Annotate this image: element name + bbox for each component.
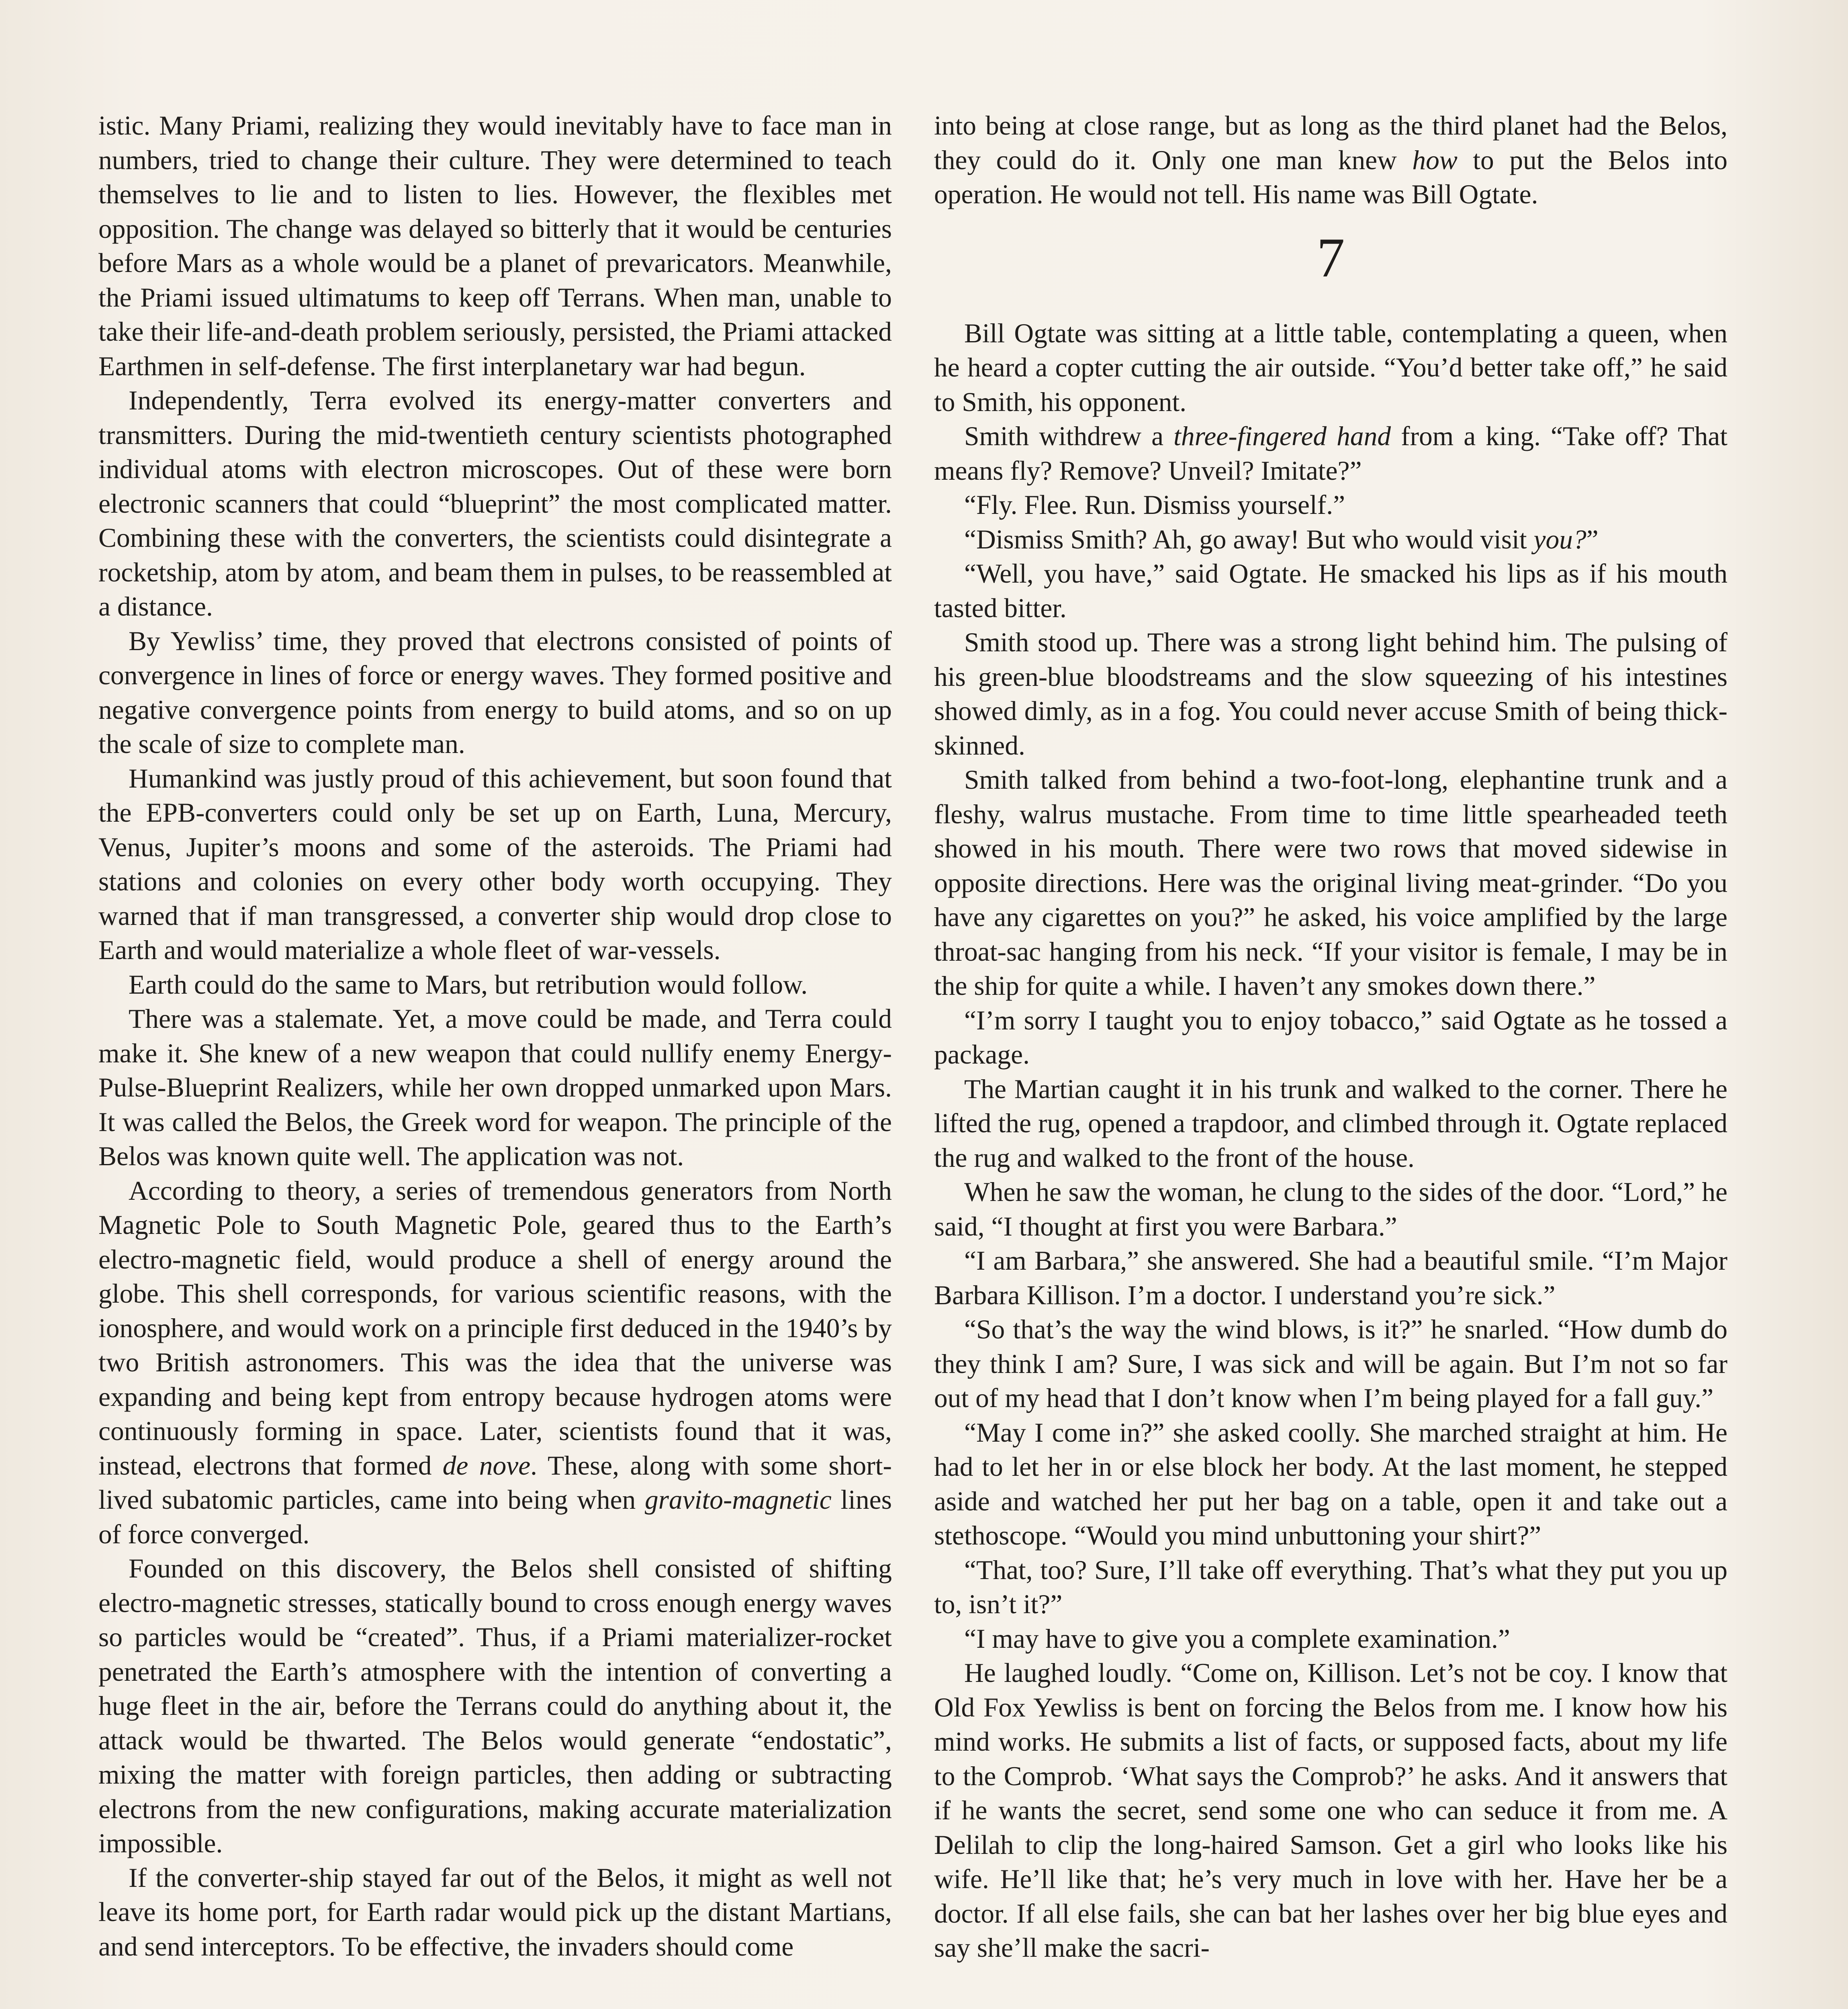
left-text-column — [98, 108, 892, 1964]
paragraph — [98, 1174, 892, 1552]
paragraph: The Martian caught it in his trunk and walked to the corner. There he lifted the rug, opened a trapdoor, and climbed through it. Ogtate replaced the rug and walked to the front of the house. — [934, 1074, 1727, 1173]
italic-term: three-fingered hand — [1173, 421, 1391, 451]
paragraph-text: . These, along with some short-lived subatomic particles, came into being when — [98, 1450, 892, 1515]
paragraph: “So that’s the way the wind blows, is it?” he snarled. “How dumb do they think I am? Sure, I was sick and will be again. But I’m not so far out of my head that I don’t know when I’m being played for a fall guy.” — [934, 1314, 1727, 1413]
italic-term: how — [1412, 145, 1458, 175]
paragraph: “I am Barbara,” she answered. She had a beautiful smile. “I’m Major Barbara Killison. I’m a doctor. I understand you’re sick.” — [934, 1246, 1727, 1310]
paragraph: Founded on this discovery, the Belos shell consisted of shifting electro-magnetic stresses, statically bound to cross enough energy waves so particles would be “created”. Thus, if a Priami materializer-rocket penetrated the Earth’s atmosphere with the intention of converting a huge fleet in the air, before the Terrans could do anything about it, the attack would be thwarted. The Belos would generate “endostatic”, mixing the matter with foreign particles, then adding or subtracting electrons from the new configurations, making accurate materialization impossible. — [98, 1553, 892, 1858]
paragraph: Smith talked from behind a two-foot-long, elephantine trunk and a fleshy, walrus mustache. From time to time little spearheaded teeth showed in his mouth. There were two rows that moved sidewise in opposite directions. Here was the original living meat-grinder. “Do you have any cigarettes on you?” he asked, his voice amplified by the large throat-sac hanging from his neck. “If your visitor is female, I may be in the ship for quite a while. I haven’t any smokes down there.” — [934, 765, 1727, 1001]
italic-term: de nove — [442, 1450, 531, 1481]
paragraph: If the converter-ship stayed far out of the Belos, it might as well not leave its home port, for Earth radar would pick up the distant Martians, and send interceptors. To be effective, the invaders should come — [98, 1862, 892, 1962]
paragraph — [934, 522, 1727, 557]
paragraph: Independently, Terra evolved its energy-matter converters and transmitters. During the mid-twentieth century scientists photographed individual atoms with electron microscopes. Out of these were born electronic scanners that could “blueprint” the most complicated matter. Combining these with the converters, the scientists could disintegrate a rocketship, atom by atom, and beam them in pulses, to be reassembled at a distance. — [98, 385, 892, 622]
chapter-number: 7 — [1316, 226, 1345, 289]
paragraph: There was a stalemate. Yet, a move could be made, and Terra could make it. She knew of a new weapon that could nullify enemy Energy-Pulse-Blueprint Realizers, while her own dropped unmarked upon Mars. It was called the Belos, the Greek word for weapon. The principle of the Belos was known quite well. The application was not. — [98, 1004, 892, 1171]
paragraph: “Fly. Flee. Run. Dismiss yourself.” — [964, 490, 1345, 520]
paragraph: He laughed loudly. “Come on, Killison. Let’s not be coy. I know that Old Fox Yewliss is bent on forcing the Belos from me. I know how his mind works. He submits a list of facts, or supposed facts, about my life to the Comprob. ‘What says the Comprob?’ he asks. And it answers that if he wants the secret, send some one who can seduce it from me. A Delilah to clip the long-haired Samson. Get a girl who looks like his wife. He’ll like that; he’s very much in love with her. Have her be a doctor. If all else fails, she can bat her lashes over her big blue eyes and say she’ll make the sacri- — [934, 1658, 1727, 1963]
paragraph-text: Smith withdrew a — [964, 421, 1174, 451]
right-text-column — [934, 108, 1727, 1965]
paragraph-text: from a king. “Take off? That means fly? Remove? Unveil? Imitate?” — [934, 421, 1727, 486]
paragraph: istic. Many Priami, realizing they would inevitably have to face man in numbers, tried to change their culture. They were determined to teach themselves to lie and to listen to lies. However, the flexibles met opposition. The change was delayed so bitterly that it would be centuries before Mars as a whole would be a planet of prevaricators. Meanwhile, the Priami issued ultimatums to keep off Terrans. When man, unable to take their life-and-death problem seriously, persisted, the Priami attacked Earthmen in self-defense. The first interplanetary war had begun. — [98, 110, 892, 381]
paragraph: “May I come in?” she asked coolly. She marched straight at him. He had to let her in or else block her body. At the last moment, he stepped aside and watched her put her bag on a table, open it and take out a stethoscope. “Would you mind unbuttoning your shirt?” — [934, 1417, 1727, 1551]
paragraph-text: into being at close range, but as long as the third planet had the Belos, they could do it. Only one man knew — [934, 110, 1727, 175]
paragraph — [934, 419, 1727, 488]
paragraph: Humankind was justly proud of this achievement, but soon found that the EPB-converters could only be set up on Earth, Luna, Mercury, Venus, Jupiter’s moons and some of the asteroids. The Priami had stations and colonies on every other body worth occupying. They warned that if man transgressed, a converter ship would drop close to Earth and would materialize a whole fleet of war-vessels. — [98, 763, 892, 965]
paragraph: “I’m sorry I taught you to enjoy tobacco,” said Ogtate as he tossed a package. — [934, 1005, 1727, 1070]
italic-term: gravito-magnetic — [644, 1485, 832, 1515]
paragraph: Earth could do the same to Mars, but retribution would follow. — [129, 969, 808, 1000]
paragraph-text: “Dismiss Smith? Ah, go away! But who would visit — [964, 524, 1534, 554]
paragraph: “That, too? Sure, I’ll take off everything. That’s what they put you up to, isn’t it?” — [934, 1555, 1727, 1619]
paragraph-text: to put the Belos into operation. He would not tell. His name was Bill Ogtate. — [934, 145, 1727, 209]
paragraph: “I may have to give you a complete examination.” — [964, 1623, 1510, 1654]
paragraph-text: ” — [1586, 524, 1599, 554]
italic-term: you? — [1533, 524, 1586, 554]
paragraph-text: According to theory, a series of tremendous generators from North Magnetic Pole to South Magnetic Pole, geared thus to the Earth’s electro-magnetic field, would produce a shell of energy around the globe. This shell corresponds, for various scientific reasons, with the ionosphere, and would work on a principle first deduced in the 1940’s by two British astronomers. This was the idea that the universe was expanding and being kept from entropy because hydrogen atoms were continuously forming in space. Later, scientists found that it was, instead, electrons that formed — [98, 1175, 892, 1481]
paragraph-text: lines of force converged. — [98, 1485, 892, 1549]
paragraph: Smith stood up. There was a strong light behind him. The pulsing of his green-blue bloodstreams and the slow squeezing of his intestines showed dimly, as in a fog. You could never accuse Smith of being thick-skinned. — [934, 627, 1727, 761]
paragraph: Bill Ogtate was sitting at a little table, contemplating a queen, when he heard a copter cutting the air outside. “You’d better take off,” he said to Smith, his opponent. — [934, 318, 1727, 417]
paragraph: “Well, you have,” said Ogtate. He smacked his lips as if his mouth tasted bitter. — [934, 559, 1727, 623]
paragraph: When he saw the woman, he clung to the sides of the door. “Lord,” he said, “I thought at first you were Barbara.” — [934, 1177, 1727, 1242]
paragraph — [934, 108, 1727, 212]
paragraph: By Yewliss’ time, they proved that electrons consisted of points of convergence in lines of force or energy waves. They formed positive and negative convergence points from energy to build atoms, and so on up the scale of size to complete man. — [98, 626, 892, 759]
